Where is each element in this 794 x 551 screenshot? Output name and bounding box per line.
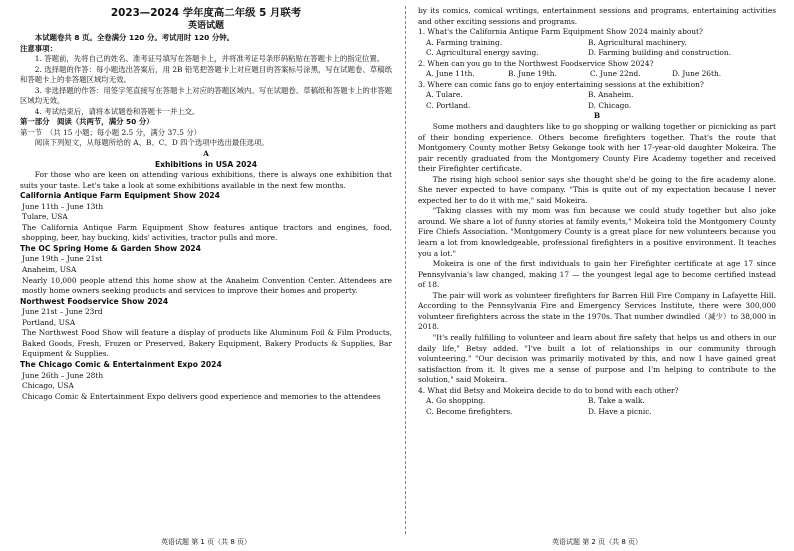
question-1-stem: 1. What's the California Antique Farm Equipment Show 2024 mainly about? [418, 27, 703, 37]
passage-a-intro: For those who are keen on attending various exhibitions, there is always one exhibition that suits your taste. Let's take a look at some exhibitions available in the next few months. [20, 170, 392, 190]
exhibition-place: Tulare, USA [22, 212, 68, 222]
exhibition-item [20, 191, 392, 244]
note-2: 2. 选择题的作答：每小题选出答案后，用 2B 铅笔把答题卡上对应题目的答案标号涂黑，写在试题卷、草稿纸和答题卡上的非答题区域均无效。 [20, 64, 392, 85]
section-one-heading: 第一节 （共 15 小题；每小题 2.5 分，满分 37.5 分） [20, 127, 202, 137]
passage-b-paragraph: "Taking classes with my mom was fun because we could study together but also joke around. We share a lot of funny stories at family events," Mokeira told the Montgomery County Fire Chiefs Association. "Montgomery County is a great place for new volunteers because you learn a lot from knowledgeable, professional firefighters in a positive environment. It teaches you a lot." [418, 206, 776, 258]
option-b[interactable]: B. Take a walk. [588, 396, 645, 406]
exhibition-place: Chicago, USA [22, 381, 74, 391]
option-d[interactable]: D. June 26th. [672, 69, 722, 79]
option-a[interactable]: A. June 11th. [426, 69, 475, 79]
exhibition-item [20, 297, 392, 360]
option-d[interactable]: D. Have a picnic. [588, 406, 652, 416]
option-b[interactable]: B. June 19th. [508, 69, 557, 79]
part-one-heading: 第一部分 阅读（共两节，满分 50 分） [20, 117, 154, 127]
passage-b-paragraph: "It's really fulfilling to volunteer and learn about fire safety that helps us and others in our daily life," Betsy added. "I've built a lot of relationships in our community through volunteering." "Our decision was primarily motivated by this, and now I have gained great satisfaction from it. It gives me a sense of purpose and I'm helping to contribute to the solution," said Mokeira. [418, 332, 776, 385]
exhibition-item [20, 360, 392, 402]
option-c[interactable]: C. Agricultural energy saving. [426, 48, 539, 58]
passage-b-label: B [593, 111, 601, 121]
passage-b-paragraph: The pair will work as volunteer firefighters for Barren Hill Fire Company in Lafayette Hill. According to the Pennsylvania Fire and Emergency Services Institute, there were 300,000 volunteer firefighters across the state in the 1970s. That number dwindled（减少）to 38,000 in 2018. [418, 290, 776, 332]
passage-a-title: Exhibitions in USA 2024 [154, 159, 258, 169]
subject-title: 英语试题 [187, 21, 224, 31]
exhibition-date: June 26th – June 28th [22, 370, 104, 380]
note-4: 4. 考试结束后，请将本试题卷和答题卡一并上交。 [34, 106, 200, 116]
exhibition-desc: The Northwest Food Show will feature a display of products like Aluminum Foil & Film Products, Baked Goods, Fresh, Frozen or Preserved, Bakery Equipment, Bakery Products & Supplies, Bar Equipment & Supplies. [22, 328, 392, 359]
option-c[interactable]: C. Become firefighters. [426, 406, 513, 416]
exhibition-name: The Chicago Comic & Entertainment Expo 2024 [20, 359, 222, 369]
option-a[interactable]: A. Farming training. [426, 37, 503, 47]
exhibition-date: June 21st – June 23rd [22, 307, 103, 317]
exhibition-item [20, 244, 392, 297]
option-a[interactable]: A. Go shopping. [426, 396, 486, 406]
exam-info: 本试题卷共 8 页。全卷满分 120 分。考试用时 120 分钟。 [34, 33, 235, 42]
exhibition-name: The OC Spring Home & Garden Show 2024 [20, 243, 201, 253]
exam-title: 2023—2024 学年度高二年级 5 月联考 [110, 7, 302, 19]
option-c[interactable]: C. Portland. [426, 100, 471, 110]
exhibition-desc: The California Antique Farm Equipment Show features antique tractors and engines, food, shopping, beer, hay bucking, kids' activities, tractor pulls and more. [22, 222, 392, 243]
exhibition-name: California Antique Farm Equipment Show 2024 [20, 191, 220, 201]
reading-instruction: 阅读下列短文，从每题所给的 A、B、C、D 四个选项中选出最佳选项。 [34, 138, 269, 148]
exhibition-desc: Nearly 10,000 people attend this home show at the Anaheim Convention Center. Attendees are mostly home owners seeking products and services to improve their homes and property. [22, 275, 392, 296]
option-b[interactable]: B. Anaheim. [588, 90, 634, 100]
exhibition-date: June 11th – June 13th [22, 201, 104, 211]
question-2-options [418, 69, 776, 80]
notes-title: 注意事项： [20, 43, 57, 53]
passage-a-continuation: by its comics, comical writings, entertainment sessions and programs, entertaining activities and other exciting sessions and programs. [418, 6, 776, 26]
exhibition-name: Northwest Foodservice Show 2024 [20, 296, 169, 306]
passage-b-paragraph: The rising high school senior says she thought she'd be going to the fire academy alone. She never expected to have company. "This is quite out of my expectation because I never expected her to do it with me," said Mokeira. [418, 174, 776, 205]
passage-b-paragraph: Some mothers and daughters like to go shopping or walking together or picnicking as part of their bonding experience. Others become firefighters together. That's the route that Montgomery County mother Betsy Gekonge took with her 17-year-old daughter Mokeira. The pair recently graduated from the Montgomery County Fire Academy together and received their Firefighter certificate. [418, 122, 776, 174]
option-b[interactable]: B. Agricultural machinery. [588, 37, 687, 47]
question-3-stem: 3. Where can comic fans go to enjoy entertaining sessions at the exhibition? [418, 79, 704, 89]
note-3: 3. 非选择题的作答：用签字笔直接写在答题卡上对应的答题区域内。写在试题卷、草稿纸和答题卡上的非答题区域均无效。 [20, 85, 392, 106]
page-footer-left: 英语试题 第 1 页（共 8 页） [160, 538, 252, 546]
exhibition-place: Anaheim, USA [22, 265, 77, 275]
question-4-stem: 4. What did Betsy and Mokeira decide to do to bond with each other? [418, 385, 679, 395]
passage-a-label: A [203, 149, 209, 159]
exhibition-place: Portland, USA [22, 317, 76, 327]
exhibition-desc: Chicago Comic & Entertainment Expo delivers good experience and memories to the attendees [22, 391, 381, 401]
column-divider [405, 6, 406, 534]
page-footer-right: 英语试题 第 2 页（共 8 页） [551, 538, 643, 546]
question-3-options [418, 90, 776, 111]
option-a[interactable]: A. Tulare. [426, 90, 463, 100]
question-2-stem: 2. When can you go to the Northwest Foodservice Show 2024? [418, 58, 654, 68]
exhibition-date: June 19th – June 21st [22, 254, 103, 264]
passage-b-paragraph: Mokeira is one of the first individuals to gain her Firefighter certificate at age 17 since Pennsylvania's law changed, making 17 — the youngest legal age to become certified instead of 18. [418, 259, 776, 290]
note-1: 1. 答题前，先将自己的姓名、准考证号填写在答题卡上，并将准考证号条形码粘贴在答题卡上的指定位置。 [34, 54, 385, 64]
left-column [20, 6, 392, 402]
right-column [418, 6, 776, 417]
option-d[interactable]: D. Farming building and construction. [588, 48, 731, 58]
question-4-options [418, 396, 776, 417]
option-d[interactable]: D. Chicago. [588, 100, 632, 110]
option-c[interactable]: C. June 22nd. [590, 69, 641, 79]
question-1-options [418, 38, 776, 59]
